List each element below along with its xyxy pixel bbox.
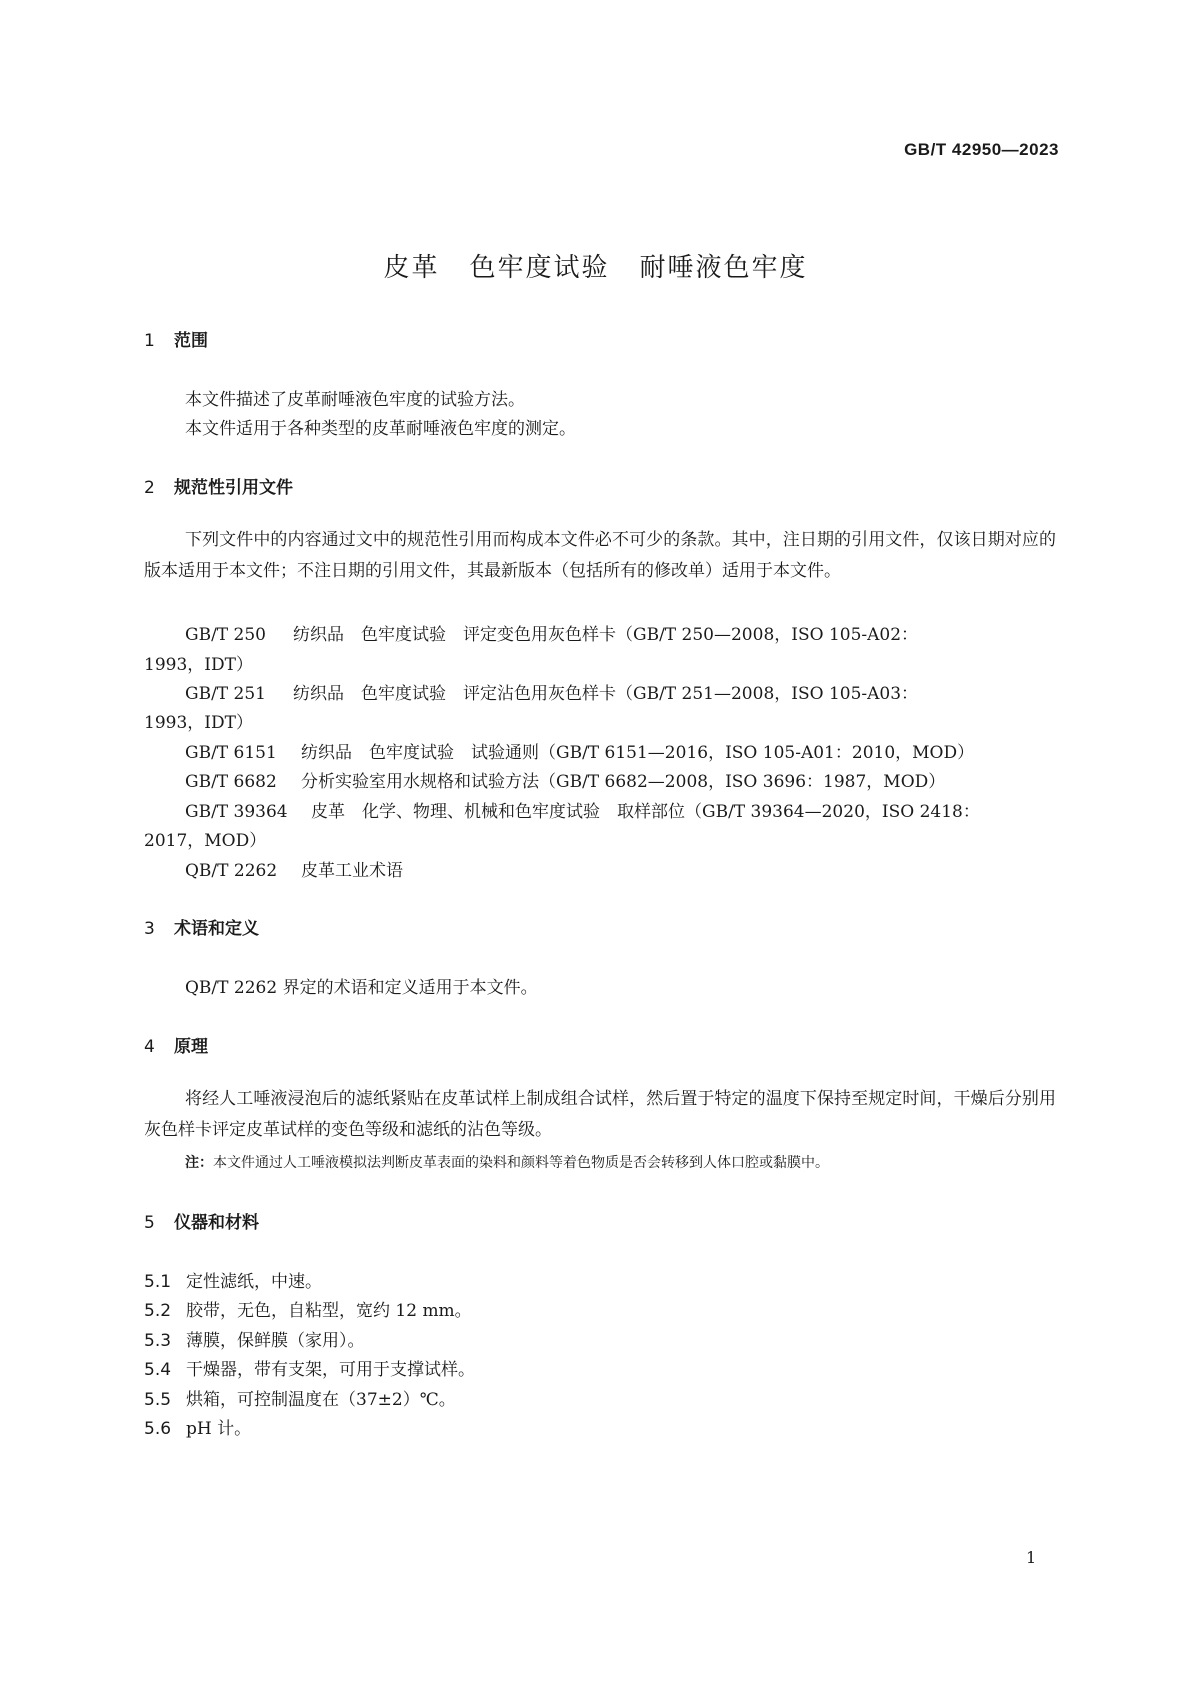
section-title: 原理: [174, 1037, 208, 1057]
section-1-heading: [144, 326, 208, 351]
reference-continuation: 1993，IDT）: [144, 655, 253, 675]
reference-item: [185, 797, 980, 822]
item-number: 5.6: [144, 1419, 172, 1439]
reference-item: [185, 620, 918, 645]
list-item: [144, 1326, 365, 1351]
references-intro: 下列文件中的内容通过文中的规范性引用而构成本文件必不可少的条款。其中，注日期的引用文件，仅该日期对应的版本适用于本文件；不注日期的引用文件，其最新版本（包括所有的修改单）适用于本文件。: [144, 530, 1056, 581]
reference-text: 皮革工业术语: [301, 861, 403, 881]
list-item: [144, 1414, 251, 1439]
page-number: 1: [1026, 1548, 1037, 1567]
reference-text: 分析实验室用水规格和试验方法（GB/T 6682—2008，ISO 3696：1987，MOD）: [301, 772, 946, 792]
document-number: GB/T 42950—2023: [904, 140, 1059, 159]
section-title: 范围: [174, 331, 208, 351]
reference-item: [185, 738, 974, 763]
section-title: 规范性引用文件: [174, 478, 293, 498]
reference-code: QB/T 2262: [185, 861, 278, 881]
reference-code: GB/T 251: [185, 684, 266, 704]
scope-paragraph-1: 本文件描述了皮革耐唾液色牢度的试验方法。: [185, 390, 525, 410]
item-number: 5.3: [144, 1331, 172, 1351]
section-2-heading: [144, 473, 293, 498]
section-number: 5: [144, 1213, 155, 1233]
reference-item: [185, 856, 403, 881]
reference-code: GB/T 39364: [185, 802, 288, 822]
section-title: 术语和定义: [174, 919, 259, 939]
section-number: 1: [144, 331, 155, 351]
terms-paragraph: QB/T 2262 界定的术语和定义适用于本文件。: [185, 978, 538, 998]
reference-text: 皮革 化学、物理、机械和色牢度试验 取样部位（GB/T 39364—2020，ISO 2418：: [311, 802, 980, 822]
list-item: [144, 1267, 322, 1292]
item-text: 烘箱，可控制温度在（37±2）℃。: [186, 1390, 456, 1410]
reference-text: 纺织品 色牢度试验 评定沾色用灰色样卡（GB/T 251—2008，ISO 105-A03：: [293, 684, 919, 704]
item-text: 干燥器，带有支架，可用于支撑试样。: [186, 1360, 475, 1380]
section-title: 仪器和材料: [174, 1213, 259, 1233]
reference-text: 纺织品 色牢度试验 试验通则（GB/T 6151—2016，ISO 105-A01：2010，MOD）: [301, 743, 975, 763]
reference-item: [185, 767, 945, 792]
title-part-3: 耐唾液色牢度: [639, 253, 808, 283]
reference-item: [185, 679, 918, 704]
note-text: 本文件通过人工唾液模拟法判断皮革表面的染料和颜料等着色物质是否会转移到人体口腔或黏膜中。: [213, 1155, 829, 1171]
item-text: 胶带，无色，自粘型，宽约 12 mm。: [186, 1301, 472, 1321]
section-3-heading: [144, 914, 259, 939]
reference-continuation: 2017，MOD）: [144, 831, 267, 851]
section-number: 2: [144, 478, 155, 498]
scope-paragraph-2: 本文件适用于各种类型的皮革耐唾液色牢度的测定。: [185, 419, 576, 439]
reference-code: GB/T 6682: [185, 772, 277, 792]
list-item: [144, 1355, 475, 1380]
item-text: pH 计。: [186, 1419, 252, 1439]
title-part-2: 色牢度试验: [469, 253, 610, 283]
item-text: 薄膜，保鲜膜（家用）。: [186, 1331, 365, 1351]
principle-note: [185, 1152, 829, 1172]
item-number: 5.2: [144, 1301, 172, 1321]
section-4-heading: [144, 1032, 208, 1057]
list-item: [144, 1385, 456, 1410]
item-text: 定性滤纸，中速。: [186, 1272, 322, 1292]
principle-paragraph: 将经人工唾液浸泡后的滤纸紧贴在皮革试样上制成组合试样，然后置于特定的温度下保持至规定时间，干燥后分别用灰色样卡评定皮革试样的变色等级和滤纸的沾色等级。: [144, 1089, 1056, 1140]
item-number: 5.5: [144, 1390, 172, 1410]
note-label: 注：: [185, 1155, 213, 1171]
section-number: 3: [144, 919, 155, 939]
list-item: [144, 1296, 472, 1321]
section-number: 4: [144, 1037, 155, 1057]
item-number: 5.4: [144, 1360, 172, 1380]
document-title: [0, 247, 1191, 284]
item-number: 5.1: [144, 1272, 172, 1292]
reference-code: GB/T 250: [185, 625, 266, 645]
reference-continuation: 1993，IDT）: [144, 713, 253, 733]
title-part-1: 皮革: [383, 253, 440, 283]
reference-text: 纺织品 色牢度试验 评定变色用灰色样卡（GB/T 250—2008，ISO 105-A02：: [293, 625, 919, 645]
section-5-heading: [144, 1208, 259, 1233]
reference-code: GB/T 6151: [185, 743, 277, 763]
